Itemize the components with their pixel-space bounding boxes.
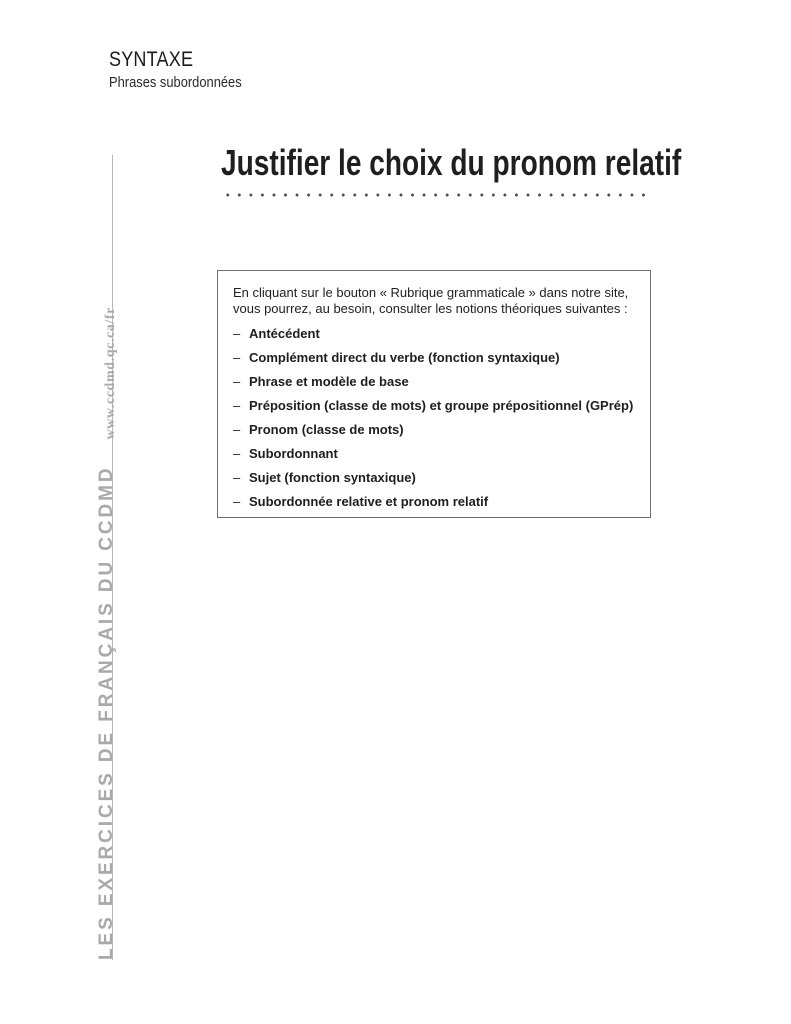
dash-bullet: – [233,398,241,413]
notions-list [233,322,635,514]
dash-bullet: – [233,494,241,509]
dotted-title-underline [222,192,648,198]
series-title: LES EXERCICES DE FRANÇAIS DU CCDMD [96,465,117,960]
dash-bullet: – [233,374,241,389]
dash-bullet: – [233,350,241,365]
box-intro-line-1: En cliquant sur le bouton « Rubrique grammaticale » dans notre site, [233,285,629,300]
notion-label: Complément direct du verbe (fonction syntaxique) [249,350,560,365]
notion-label: Préposition (classe de mots) et groupe prépositionnel (GPrép) [249,398,634,413]
notion-item [233,346,635,370]
notion-label: Subordonnée relative et pronom relatif [249,494,489,509]
notion-item [233,394,635,418]
notion-item [233,322,635,346]
dash-bullet: – [233,422,241,437]
section-label: SYNTAXE [109,48,194,71]
page-header [109,48,263,91]
notion-label: Subordonnant [249,446,338,461]
page-title: Justifier le choix du pronom relatif [221,142,682,183]
notion-item [233,418,635,442]
notion-item [233,466,635,490]
notion-item [233,370,635,394]
notion-item [233,442,635,466]
notion-label: Antécédent [249,326,320,341]
dash-bullet: – [233,326,241,341]
subsection-label: Phrases subordonnées [109,74,242,91]
notion-label: Pronom (classe de mots) [249,422,404,437]
notion-label: Phrase et modèle de base [249,374,409,389]
box-intro-line-2: vous pourrez, au besoin, consulter les notions théoriques suivantes : [233,301,628,316]
theory-notions-box [217,270,651,518]
notion-label: Sujet (fonction syntaxique) [249,470,416,485]
vertical-series-banner [98,307,120,960]
notion-item [233,490,635,514]
dash-bullet: – [233,470,241,485]
dash-bullet: – [233,446,241,461]
website-url: www.ccdmd.qc.ca/fr [103,307,118,440]
